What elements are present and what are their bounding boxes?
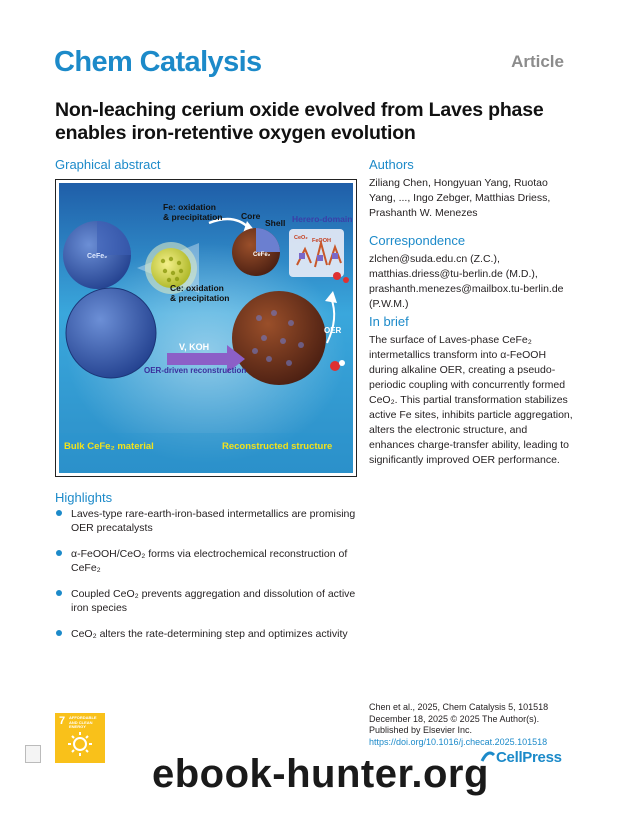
sdg-badge: 7 AFFORDABLE AND CLEAN ENERGY bbox=[55, 713, 105, 763]
watermark: ebook-hunter.org bbox=[152, 752, 489, 796]
article-title: Non-leaching cerium oxide evolved from Laves phase enables iron-retentive oxygen evolution bbox=[55, 99, 544, 144]
highlight-item: CeO₂ alters the rate-determining step and optimizes activity bbox=[55, 627, 365, 641]
correspondence-emails[interactable]: zlchen@suda.edu.cn (Z.C.), matthias.driess@tu-berlin.de (M.D.), prashanth.menezes@mailbox.tu-berlin.de (P.W.M.) bbox=[369, 253, 564, 310]
ga-cefe2-inner-label: CeFe₂ bbox=[253, 252, 271, 258]
graphical-abstract bbox=[55, 179, 357, 477]
correspondence-heading: Correspondence bbox=[369, 233, 466, 248]
authors-list: Ziliang Chen, Hongyuan Yang, Ruotao Yang, ..., Ingo Zebger, Matthias Driess, Prashanth W. Menezes bbox=[369, 177, 551, 219]
highlights-list bbox=[55, 507, 365, 653]
ga-oer-label: OER bbox=[324, 326, 342, 335]
authors-heading: Authors bbox=[369, 157, 414, 172]
ga-shell-label: Shell bbox=[265, 218, 286, 228]
bullet-icon bbox=[56, 630, 62, 636]
ga-ce-label: Ce: oxidation & precipitation bbox=[170, 283, 230, 303]
highlight-item: α-FeOOH/CeO₂ forms via electrochemical reconstruction of CeFe₂ bbox=[55, 547, 365, 575]
graphical-abstract-heading: Graphical abstract bbox=[55, 157, 161, 172]
ga-cefe2-small-label: CeFe₂ bbox=[87, 253, 108, 260]
highlight-item: Laves-type rare-earth-iron-based intermetallics are promising OER precatalysts bbox=[55, 507, 365, 535]
ga-reconstructed-label: Reconstructed structure bbox=[222, 441, 333, 452]
bullet-icon bbox=[56, 590, 62, 596]
bullet-icon bbox=[56, 510, 62, 516]
graphical-abstract-figure bbox=[59, 183, 353, 473]
bullet-icon bbox=[56, 550, 62, 556]
ga-bulk-label: Bulk CeFe₂ material bbox=[64, 441, 154, 452]
ga-ceo2-label: CeO₂ bbox=[294, 235, 308, 241]
doi-link[interactable]: https://doi.org/10.1016/j.checat.2025.101518 bbox=[369, 736, 548, 747]
highlight-item: Coupled CeO₂ prevents aggregation and dissolution of active iron species bbox=[55, 587, 365, 615]
ga-fe-label: Fe: oxidation & precipitation bbox=[163, 202, 223, 222]
ga-feooh-label: FeOOH bbox=[312, 238, 331, 244]
citation-block bbox=[369, 702, 599, 748]
citation-line-3: Published by Elsevier Inc. bbox=[369, 725, 473, 735]
publisher-mini-logo bbox=[25, 745, 41, 763]
ga-core-label: Core bbox=[241, 211, 261, 221]
citation-line-1: Chen et al., 2025, Chem Catalysis 5, 101518 bbox=[369, 702, 549, 712]
cellpress-logo: CellPress bbox=[480, 749, 562, 766]
highlights-heading: Highlights bbox=[55, 490, 113, 505]
journal-name: Chem Catalysis bbox=[54, 46, 262, 78]
citation-line-2: December 18, 2025 © 2025 The Author(s). bbox=[369, 713, 540, 724]
in-brief-text: The surface of Laves-phase CeFe₂ intermetallics transform into α-FeOOH during alkaline OER, creating a pseudo-periodic coupling with concurrently formed CeO₂. This partial transformation stabilizes active Fe sites, inhibits particle aggregation, alters the electronic structure, and enhances charge-transfer ability, leading to significantly improved OER performance. bbox=[369, 334, 573, 466]
ga-domain-label: Herero-domain bbox=[292, 214, 353, 224]
in-brief-heading: In brief bbox=[369, 314, 409, 329]
article-type: Article bbox=[511, 52, 564, 71]
sun-icon bbox=[55, 713, 105, 763]
ga-process-label: OER-driven reconstruction bbox=[144, 366, 247, 375]
ga-conditions-label: V, KOH bbox=[179, 342, 210, 352]
